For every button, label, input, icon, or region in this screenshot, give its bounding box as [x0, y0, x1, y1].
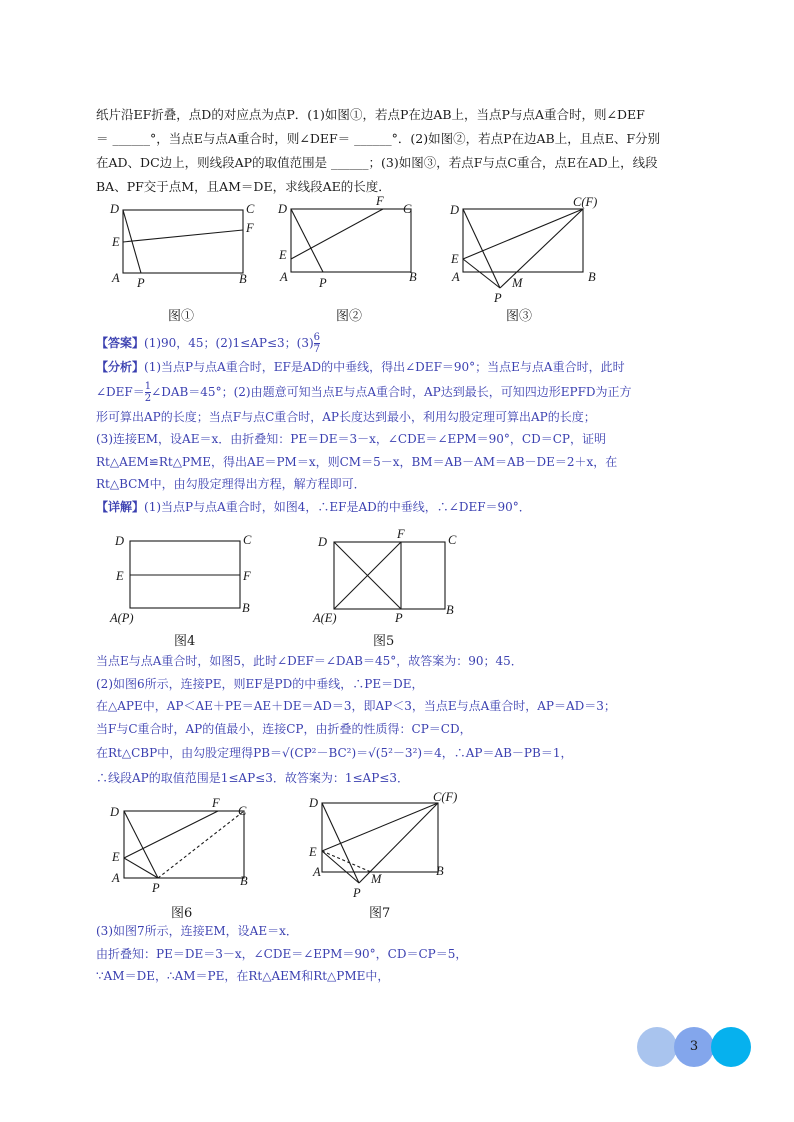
problem-line: BA、PF交于点M，且AM＝DE，求线段AE的长度． — [96, 179, 391, 194]
label-A-E: A(E) — [313, 611, 337, 625]
label-D: D — [115, 534, 125, 548]
badge-circle-left — [637, 1027, 677, 1067]
problem-line: 在AD、DC边上，则线段AP的取值范围是 ______；(3)如图③，若点F与点C重合，点E在AD上，线段 — [96, 155, 658, 170]
answer-line: 【答案】(1)90，45；(2)1≤AP≤3；(3) $\frac{6}{7}$ — [96, 332, 321, 355]
label-A: A — [452, 270, 460, 284]
label-P: P — [319, 276, 327, 290]
detail-line: (2)如图6所示，连接PE，则EF是PD的中垂线，∴PE＝DE， — [96, 676, 424, 691]
label-C: C — [243, 533, 252, 547]
label-D: D — [318, 535, 328, 549]
detail-line: 【详解】(1)当点P与点A重合时，如图4，∴EF是AD的中垂线，∴∠DEF＝90°． — [96, 499, 531, 514]
label-M: M — [371, 872, 382, 886]
detail-line: 在△APE中，AP＜AE＋PE＝AE＋DE＝AD＝3，即AP＜3，当点E与点A重合时，AP＝AD＝3； — [96, 699, 616, 713]
solution-section — [96, 331, 726, 518]
figure-2 — [276, 193, 426, 293]
label-B: B — [436, 864, 444, 878]
label-C: C — [246, 202, 255, 216]
label-M: M — [512, 276, 523, 290]
figure-2-caption: 图② — [336, 309, 363, 324]
figure-6-caption: 图6 — [171, 906, 193, 921]
figure-7-caption: 图7 — [369, 906, 391, 921]
figure-3 — [447, 193, 607, 308]
page-number: 3 — [689, 1039, 699, 1054]
analysis-line: 形可算出AP的长度；当点F与点C重合时，AP长度达到最小，利用勾股定理可算出AP的长度； — [96, 409, 596, 424]
label-B: B — [409, 270, 417, 284]
figure-5 — [313, 527, 473, 627]
label-D: D — [110, 202, 120, 216]
analysis-line: ∠DEF＝ $\frac{1}{2}$ ∠DAB＝45°；(2)由题意可知当点E与点A重合时，AP达到最长，可知四边形EPFD为正方 — [96, 380, 632, 404]
badge-circle-right — [711, 1027, 751, 1067]
label-F: F — [397, 527, 405, 541]
problem-line: 纸片沿EF折叠，点D的对应点为点P．(1)如图①，若点P在边AB上，当点P与点A重合时，则∠DEF — [96, 107, 645, 122]
detail-line: 由折叠知：PE＝DE＝3－x，∠CDE＝∠EPM＝90°，CD＝CP＝5， — [96, 946, 468, 961]
figure-4-caption: 图4 — [174, 634, 196, 649]
label-P: P — [137, 276, 145, 290]
label-E: E — [112, 235, 120, 249]
analysis-line: 【分析】(1)当点P与点A重合时，EF是AD的中垂线，得出∠DEF＝90°；当点E与点A重合时，此时 — [96, 360, 625, 374]
label-E: E — [451, 252, 459, 266]
label-B: B — [242, 601, 250, 615]
label-A-P: A(P) — [110, 611, 134, 625]
detail-line: ∵AM＝DE，∴AM＝PE，在Rt△AEM和Rt△PME中， — [96, 969, 390, 983]
label-E: E — [116, 569, 124, 583]
analysis-line: Rt△AEM≌Rt△PME，得出AE＝PM＝x，则CM＝5－x，BM＝AB－AM＝AB－DE＝2＋x，在 — [96, 454, 618, 469]
label-B: B — [239, 272, 247, 286]
detail-line: 在Rt△CBP中，由勾股定理得PB＝√(CP²－BC²)＝√(5²－3²)＝4，∴AP＝AB－PB＝1， — [96, 746, 573, 760]
label-D: D — [278, 202, 288, 216]
figure-6 — [108, 795, 268, 895]
label-C: C — [403, 202, 412, 216]
label-B: B — [588, 270, 596, 284]
label-C: C(F) — [433, 790, 458, 804]
label-C: C(F) — [573, 195, 598, 209]
detail-line: (3)如图7所示，连接EM，设AE＝x． — [96, 924, 298, 938]
label-P: P — [152, 881, 160, 895]
label-D: D — [309, 796, 319, 810]
label-C: C — [448, 533, 457, 547]
label-D: D — [450, 203, 460, 217]
label-A: A — [313, 865, 321, 879]
figure-4 — [110, 530, 270, 625]
figure-7 — [305, 787, 480, 902]
label-A: A — [280, 270, 288, 284]
label-B: B — [446, 603, 454, 617]
label-C: C — [238, 804, 247, 818]
problem-line: ＝ ______°，当点E与点A重合时，则∠DEF＝ ______°．(2)如图②，若点P在边AB上，且点E、F分别 — [96, 131, 661, 146]
label-E: E — [279, 248, 287, 262]
label-F: F — [246, 221, 254, 235]
detail-section-1 — [96, 650, 726, 790]
label-P: P — [494, 291, 502, 305]
figure-1 — [108, 200, 258, 290]
problem-statement — [96, 103, 708, 199]
detail-section-2 — [96, 920, 726, 988]
detail-line: ∴线段AP的取值范围是1≤AP≤3．故答案为：1≤AP≤3． — [96, 771, 409, 785]
label-D: D — [110, 805, 120, 819]
figure-5-caption: 图5 — [373, 634, 395, 649]
label-A: A — [112, 871, 120, 885]
label-P: P — [353, 886, 361, 900]
label-F: F — [212, 796, 220, 810]
page-number-badge — [637, 1027, 752, 1067]
label-E: E — [309, 845, 317, 859]
label-F: F — [243, 569, 251, 583]
detail-line: 当点E与点A重合时，如图5，此时∠DEF＝∠DAB＝45°，故答案为：90；45． — [96, 654, 523, 668]
label-F: F — [376, 194, 384, 208]
figure-1-caption: 图① — [168, 309, 195, 324]
label-A: A — [112, 271, 120, 285]
figure-3-caption: 图③ — [506, 309, 533, 324]
detail-line: 当F与C重合时，AP的值最小，连接CP，由折叠的性质得：CP＝CD， — [96, 721, 472, 736]
label-P: P — [395, 611, 403, 625]
label-E: E — [112, 850, 120, 864]
label-B: B — [240, 874, 248, 888]
analysis-line: Rt△BCM中，由勾股定理得出方程，解方程即可． — [96, 477, 366, 491]
analysis-line: (3)连接EM，设AE＝x．由折叠知：PE＝DE＝3－x，∠CDE＝∠EPM＝90°，CD＝CP，证明 — [96, 432, 606, 446]
